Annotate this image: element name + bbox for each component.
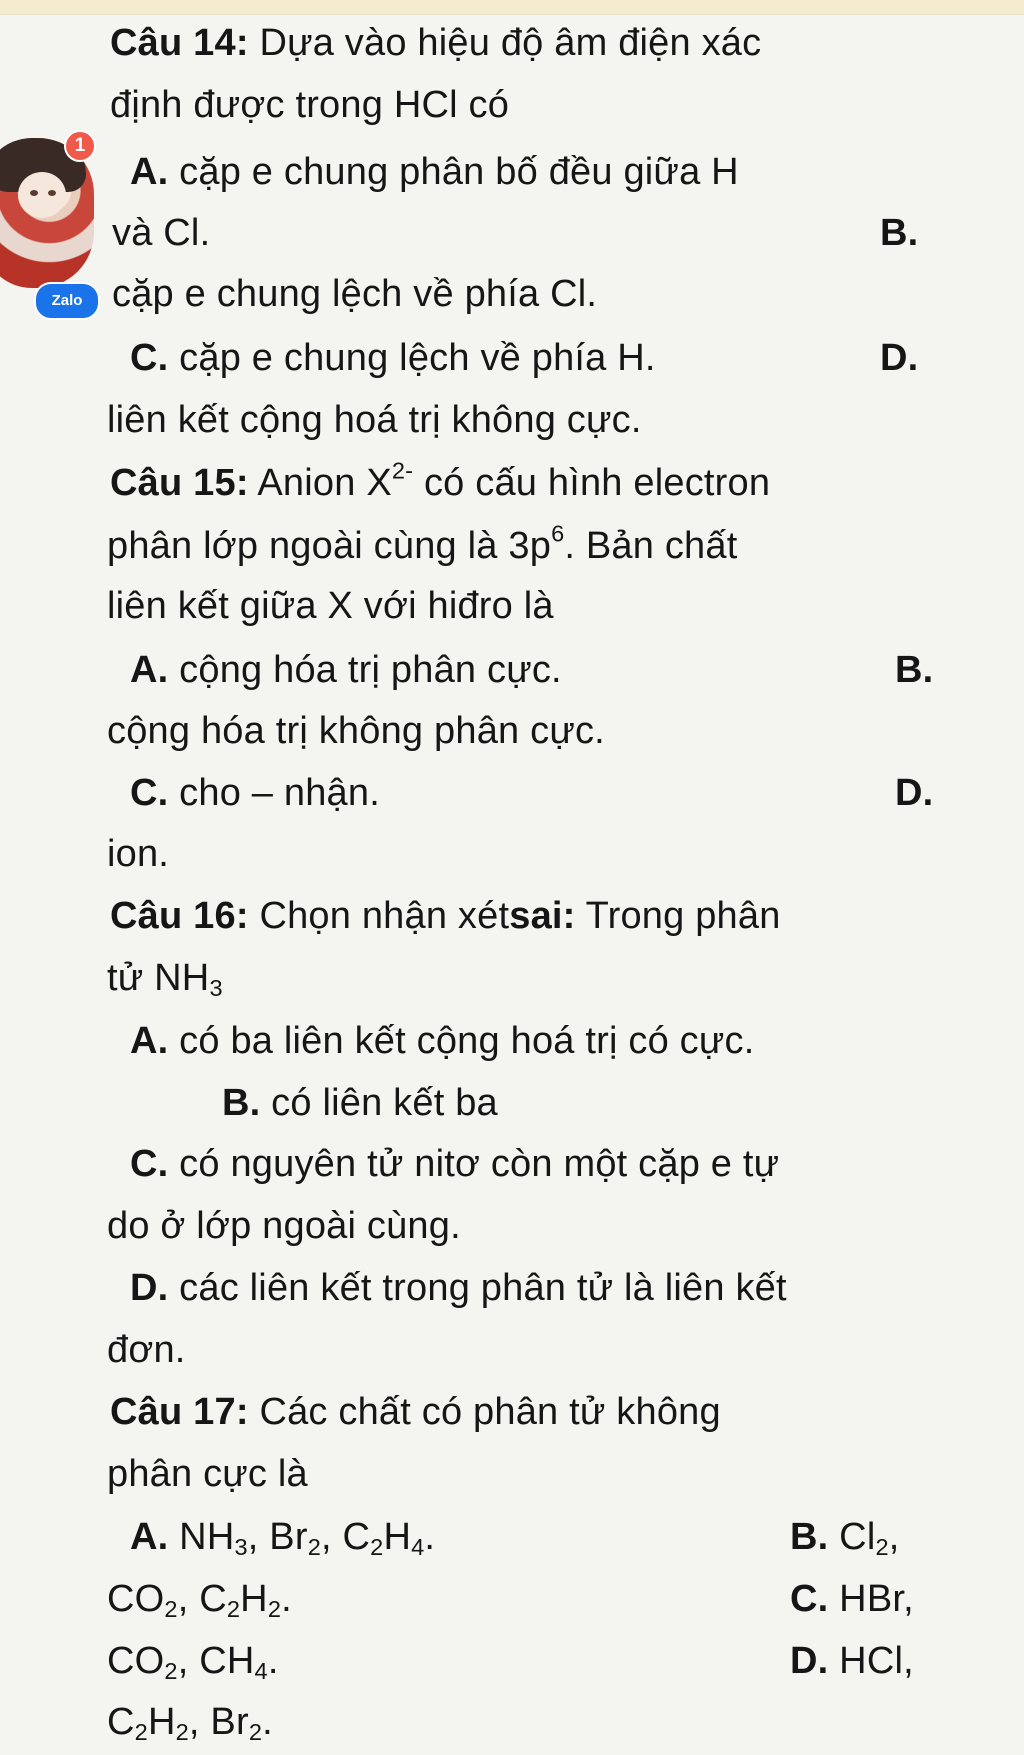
q15-d-text: ion. [107, 833, 170, 875]
q17-option-b-cont [107, 1576, 292, 1622]
q15-a-text: cộng hóa trị phân cực. [179, 649, 562, 691]
q16-stem-bold: sai: [509, 895, 576, 937]
q17-option-d-cont [107, 1699, 273, 1745]
q16-c-letter: C. [130, 1143, 169, 1185]
q14-option-d[interactable] [107, 397, 642, 443]
q16-stem-pre: Chọn nhận xét [259, 895, 510, 937]
q17-option-b[interactable] [790, 1514, 900, 1560]
q17-stem-line-1 [110, 1389, 721, 1435]
q15-stem-2-pre: phân lớp ngoài cùng là [107, 525, 498, 567]
notification-badge: 1 [64, 130, 96, 162]
q14-stem-line-2 [110, 82, 509, 128]
q14-stem-2: định được trong HCl có [110, 84, 510, 126]
q16-stem-post: Trong phân [585, 895, 781, 937]
q15-option-a[interactable] [130, 647, 562, 693]
q16-option-d-cont [107, 1327, 186, 1373]
q14-b-letter[interactable]: B. [880, 212, 919, 254]
q14-option-a-cont [112, 210, 210, 256]
q14-a-letter: A. [130, 151, 169, 193]
q17-c-text-1: HBr, [839, 1578, 914, 1620]
q15-stem-pre: Anion [257, 462, 356, 504]
q15-option-d[interactable] [107, 831, 169, 877]
q16-c-text-1: có nguyên tử nitơ còn một cặp e tự [179, 1143, 780, 1185]
q14-option-c[interactable] [130, 335, 656, 381]
q16-stem-2: tử $NH_3$ [107, 957, 223, 1001]
q17-option-d[interactable] [790, 1638, 914, 1684]
q15-option-c[interactable] [130, 770, 380, 816]
q16-d-text-1: các liên kết trong phân tử là liên kết [179, 1267, 787, 1309]
q16-option-b[interactable] [222, 1080, 498, 1126]
q17-stem-2: phân cực là [107, 1453, 308, 1495]
q14-d-text: liên kết cộng hoá trị không cực. [107, 399, 642, 441]
q16-b-text: có liên kết ba [271, 1082, 498, 1124]
q15-d-letter[interactable]: D. [895, 772, 934, 814]
q14-a-text-1: cặp e chung phân bố đều giữa H [179, 151, 739, 193]
zalo-logo-icon: Zalo [34, 282, 100, 320]
q15-stem-mid: có cấu hình electron [423, 462, 771, 504]
q17-stem-1: Các chất có phân tử không [259, 1391, 721, 1433]
q15-stem-line-3 [107, 583, 554, 629]
q15-stem-3: liên kết giữa X với hiđro là [107, 585, 554, 627]
q16-option-c-cont [107, 1203, 461, 1249]
q16-stem-line-1 [110, 893, 781, 939]
q15-c-letter: C. [130, 772, 169, 814]
q17-a-text: $NH_3$, $Br_2$, $C_2H_4$. [179, 1516, 436, 1560]
q17-b-letter: B. [790, 1516, 829, 1558]
q16-a-text: có ba liên kết cộng hoá trị có cực. [179, 1020, 755, 1062]
q14-label: Câu 14: [110, 22, 249, 64]
q17-option-a[interactable] [130, 1514, 435, 1560]
q14-stem-1: Dựa vào hiệu độ âm điện xác [259, 22, 762, 64]
q15-label: Câu 15: [110, 462, 249, 504]
q16-stem-line-2 [107, 955, 223, 1001]
q16-d-letter: D. [130, 1267, 169, 1309]
q14-c-text: cặp e chung lệch về phía H. [179, 337, 656, 379]
q16-d-text-2: đơn. [107, 1329, 186, 1371]
q17-d-text-1: HCl, [839, 1640, 914, 1682]
q15-b-text: cộng hóa trị không phân cực. [107, 710, 605, 752]
q15-option-b[interactable] [107, 708, 605, 754]
q16-option-c[interactable] [130, 1141, 779, 1187]
q17-b-text-1: $Cl_2$, [839, 1516, 900, 1560]
q14-option-b[interactable] [112, 271, 597, 317]
q14-option-a[interactable] [130, 149, 739, 195]
q16-label: Câu 16: [110, 895, 249, 937]
q14-c-letter: C. [130, 337, 169, 379]
q16-a-letter: A. [130, 1020, 169, 1062]
q17-label: Câu 17: [110, 1391, 249, 1433]
q14-b-text: cặp e chung lệch về phía Cl. [112, 273, 598, 315]
q17-d-letter: D. [790, 1640, 829, 1682]
q17-option-c[interactable] [790, 1576, 914, 1622]
q15-ion: $X^{2-}$ [366, 457, 414, 504]
q17-stem-line-2 [107, 1451, 308, 1497]
q15-b-letter[interactable]: B. [895, 649, 934, 691]
zalo-chat-bubble[interactable] [0, 130, 100, 330]
q15-stem-line-2 [107, 520, 738, 569]
q15-a-letter: A. [130, 649, 169, 691]
q15-config: $3p^6$. Bản chất [508, 520, 738, 567]
q17-c-letter: C. [790, 1578, 829, 1620]
q14-d-letter[interactable]: D. [880, 337, 919, 379]
q14-a-text-2: và Cl. [112, 212, 211, 254]
q17-option-c-cont [107, 1638, 279, 1684]
q16-b-letter: B. [222, 1082, 261, 1124]
q15-c-text: cho – nhận. [179, 772, 380, 814]
q14-stem-line-1 [110, 20, 761, 66]
q16-c-text-2: do ở lớp ngoài cùng. [107, 1205, 461, 1247]
q16-option-a[interactable] [130, 1018, 754, 1064]
q17-d-text-2: $C_2H_2$, $Br_2$. [107, 1701, 273, 1745]
q16-option-d[interactable] [130, 1265, 787, 1311]
q17-c-text-2: $CO_2$, $CH_4$. [107, 1640, 279, 1684]
q17-a-letter: A. [130, 1516, 169, 1558]
q17-b-text-2: $CO_2$, $C_2H_2$. [107, 1578, 292, 1622]
q15-stem-line-1 [110, 457, 771, 506]
